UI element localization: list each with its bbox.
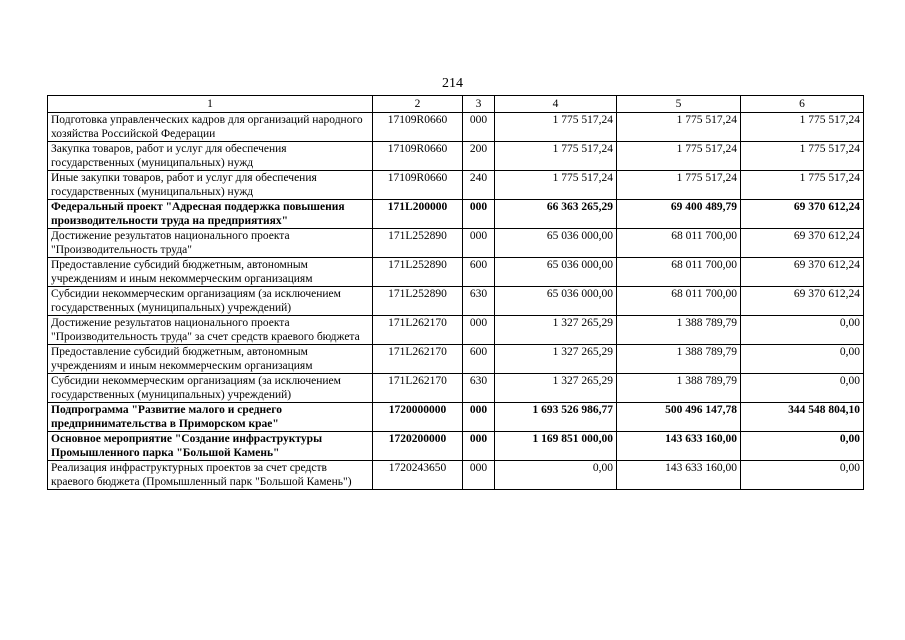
row-name-cell: Субсидии некоммерческим организациям (за исключением государственных (муниципальных) учреждений)	[48, 287, 373, 316]
row-expense-type-cell: 000	[463, 403, 495, 432]
row-amount-col6-cell: 69 370 612,24	[741, 229, 864, 258]
row-code-cell: 17109R0660	[373, 113, 463, 142]
table-row	[48, 403, 864, 432]
row-amount-col5-cell: 1 388 789,79	[617, 345, 741, 374]
column-header-2: 2	[373, 96, 463, 113]
row-amount-col4-cell: 65 036 000,00	[495, 229, 617, 258]
row-amount-col4-cell: 1 775 517,24	[495, 171, 617, 200]
row-expense-type-cell: 630	[463, 374, 495, 403]
row-amount-col6-cell: 69 370 612,24	[741, 287, 864, 316]
row-amount-col6-cell: 0,00	[741, 432, 864, 461]
row-amount-col4-cell: 66 363 265,29	[495, 200, 617, 229]
row-expense-type-cell: 000	[463, 316, 495, 345]
row-name-cell: Достижение результатов национального проекта "Производительность труда" за счет средств краевого бюджета	[48, 316, 373, 345]
table-row	[48, 316, 864, 345]
row-amount-col6-cell: 344 548 804,10	[741, 403, 864, 432]
row-name-cell: Достижение результатов национального проекта "Производительность труда"	[48, 229, 373, 258]
row-name-cell: Федеральный проект "Адресная поддержка повышения производительности труда на предприятиях"	[48, 200, 373, 229]
row-amount-col4-cell: 65 036 000,00	[495, 287, 617, 316]
row-amount-col5-cell: 500 496 147,78	[617, 403, 741, 432]
row-amount-col5-cell: 68 011 700,00	[617, 229, 741, 258]
row-amount-col4-cell: 1 169 851 000,00	[495, 432, 617, 461]
table-row	[48, 229, 864, 258]
row-name-cell: Подпрограмма "Развитие малого и среднего предпринимательства в Приморском крае"	[48, 403, 373, 432]
row-amount-col6-cell: 69 370 612,24	[741, 200, 864, 229]
row-expense-type-cell: 000	[463, 229, 495, 258]
row-name-cell: Иные закупки товаров, работ и услуг для обеспечения государственных (муниципальных) нужд	[48, 171, 373, 200]
table-row	[48, 113, 864, 142]
row-amount-col4-cell: 1 775 517,24	[495, 113, 617, 142]
table-row	[48, 432, 864, 461]
row-amount-col5-cell: 1 388 789,79	[617, 374, 741, 403]
row-amount-col4-cell: 1 693 526 986,77	[495, 403, 617, 432]
row-expense-type-cell: 000	[463, 432, 495, 461]
row-code-cell: 1720200000	[373, 432, 463, 461]
row-expense-type-cell: 000	[463, 461, 495, 490]
row-code-cell: 171L252890	[373, 258, 463, 287]
row-amount-col5-cell: 1 775 517,24	[617, 171, 741, 200]
row-amount-col5-cell: 1 775 517,24	[617, 142, 741, 171]
row-code-cell: 171L262170	[373, 316, 463, 345]
table-row	[48, 287, 864, 316]
row-code-cell: 171L200000	[373, 200, 463, 229]
column-header-5: 5	[617, 96, 741, 113]
row-name-cell: Закупка товаров, работ и услуг для обеспечения государственных (муниципальных) нужд	[48, 142, 373, 171]
column-header-4: 4	[495, 96, 617, 113]
row-amount-col5-cell: 68 011 700,00	[617, 258, 741, 287]
row-amount-col5-cell: 1 775 517,24	[617, 113, 741, 142]
row-amount-col6-cell: 69 370 612,24	[741, 258, 864, 287]
row-amount-col6-cell: 0,00	[741, 345, 864, 374]
row-expense-type-cell: 600	[463, 345, 495, 374]
row-name-cell: Подготовка управленческих кадров для организаций народного хозяйства Российской Федерации	[48, 113, 373, 142]
row-name-cell: Основное мероприятие "Создание инфраструктуры Промышленного парка "Большой Камень"	[48, 432, 373, 461]
row-expense-type-cell: 000	[463, 113, 495, 142]
column-header-6: 6	[741, 96, 864, 113]
row-amount-col4-cell: 1 775 517,24	[495, 142, 617, 171]
row-expense-type-cell: 240	[463, 171, 495, 200]
row-expense-type-cell: 200	[463, 142, 495, 171]
row-amount-col5-cell: 68 011 700,00	[617, 287, 741, 316]
page-number: 214	[442, 76, 463, 91]
row-amount-col5-cell: 143 633 160,00	[617, 461, 741, 490]
row-name-cell: Предоставление субсидий бюджетным, автономным учреждениям и иным некоммерческим организациям	[48, 345, 373, 374]
row-name-cell: Субсидии некоммерческим организациям (за исключением государственных (муниципальных) учреждений)	[48, 374, 373, 403]
row-amount-col5-cell: 69 400 489,79	[617, 200, 741, 229]
row-amount-col4-cell: 65 036 000,00	[495, 258, 617, 287]
row-name-cell: Реализация инфраструктурных проектов за счет средств краевого бюджета (Промышленный парк "Большой Камень")	[48, 461, 373, 490]
budget-table	[47, 95, 864, 490]
row-expense-type-cell: 600	[463, 258, 495, 287]
row-amount-col6-cell: 0,00	[741, 461, 864, 490]
row-amount-col6-cell: 1 775 517,24	[741, 171, 864, 200]
row-amount-col5-cell: 1 388 789,79	[617, 316, 741, 345]
row-amount-col6-cell: 0,00	[741, 316, 864, 345]
row-amount-col4-cell: 1 327 265,29	[495, 345, 617, 374]
table-body	[48, 113, 864, 490]
row-amount-col4-cell: 1 327 265,29	[495, 374, 617, 403]
table-header-row	[48, 96, 864, 113]
row-code-cell: 17109R0660	[373, 171, 463, 200]
table-row	[48, 461, 864, 490]
row-code-cell: 1720000000	[373, 403, 463, 432]
row-amount-col6-cell: 1 775 517,24	[741, 142, 864, 171]
row-amount-col6-cell: 0,00	[741, 374, 864, 403]
row-amount-col5-cell: 143 633 160,00	[617, 432, 741, 461]
table-row	[48, 200, 864, 229]
row-amount-col4-cell: 0,00	[495, 461, 617, 490]
row-expense-type-cell: 630	[463, 287, 495, 316]
column-header-3: 3	[463, 96, 495, 113]
row-code-cell: 17109R0660	[373, 142, 463, 171]
table-row	[48, 345, 864, 374]
table-row	[48, 171, 864, 200]
row-code-cell: 171L252890	[373, 287, 463, 316]
table-row	[48, 142, 864, 171]
row-code-cell: 171L262170	[373, 345, 463, 374]
row-expense-type-cell: 000	[463, 200, 495, 229]
table-row	[48, 374, 864, 403]
row-amount-col6-cell: 1 775 517,24	[741, 113, 864, 142]
row-code-cell: 1720243650	[373, 461, 463, 490]
row-amount-col4-cell: 1 327 265,29	[495, 316, 617, 345]
row-code-cell: 171L262170	[373, 374, 463, 403]
table-row	[48, 258, 864, 287]
column-header-1: 1	[48, 96, 373, 113]
row-code-cell: 171L252890	[373, 229, 463, 258]
row-name-cell: Предоставление субсидий бюджетным, автономным учреждениям и иным некоммерческим организациям	[48, 258, 373, 287]
